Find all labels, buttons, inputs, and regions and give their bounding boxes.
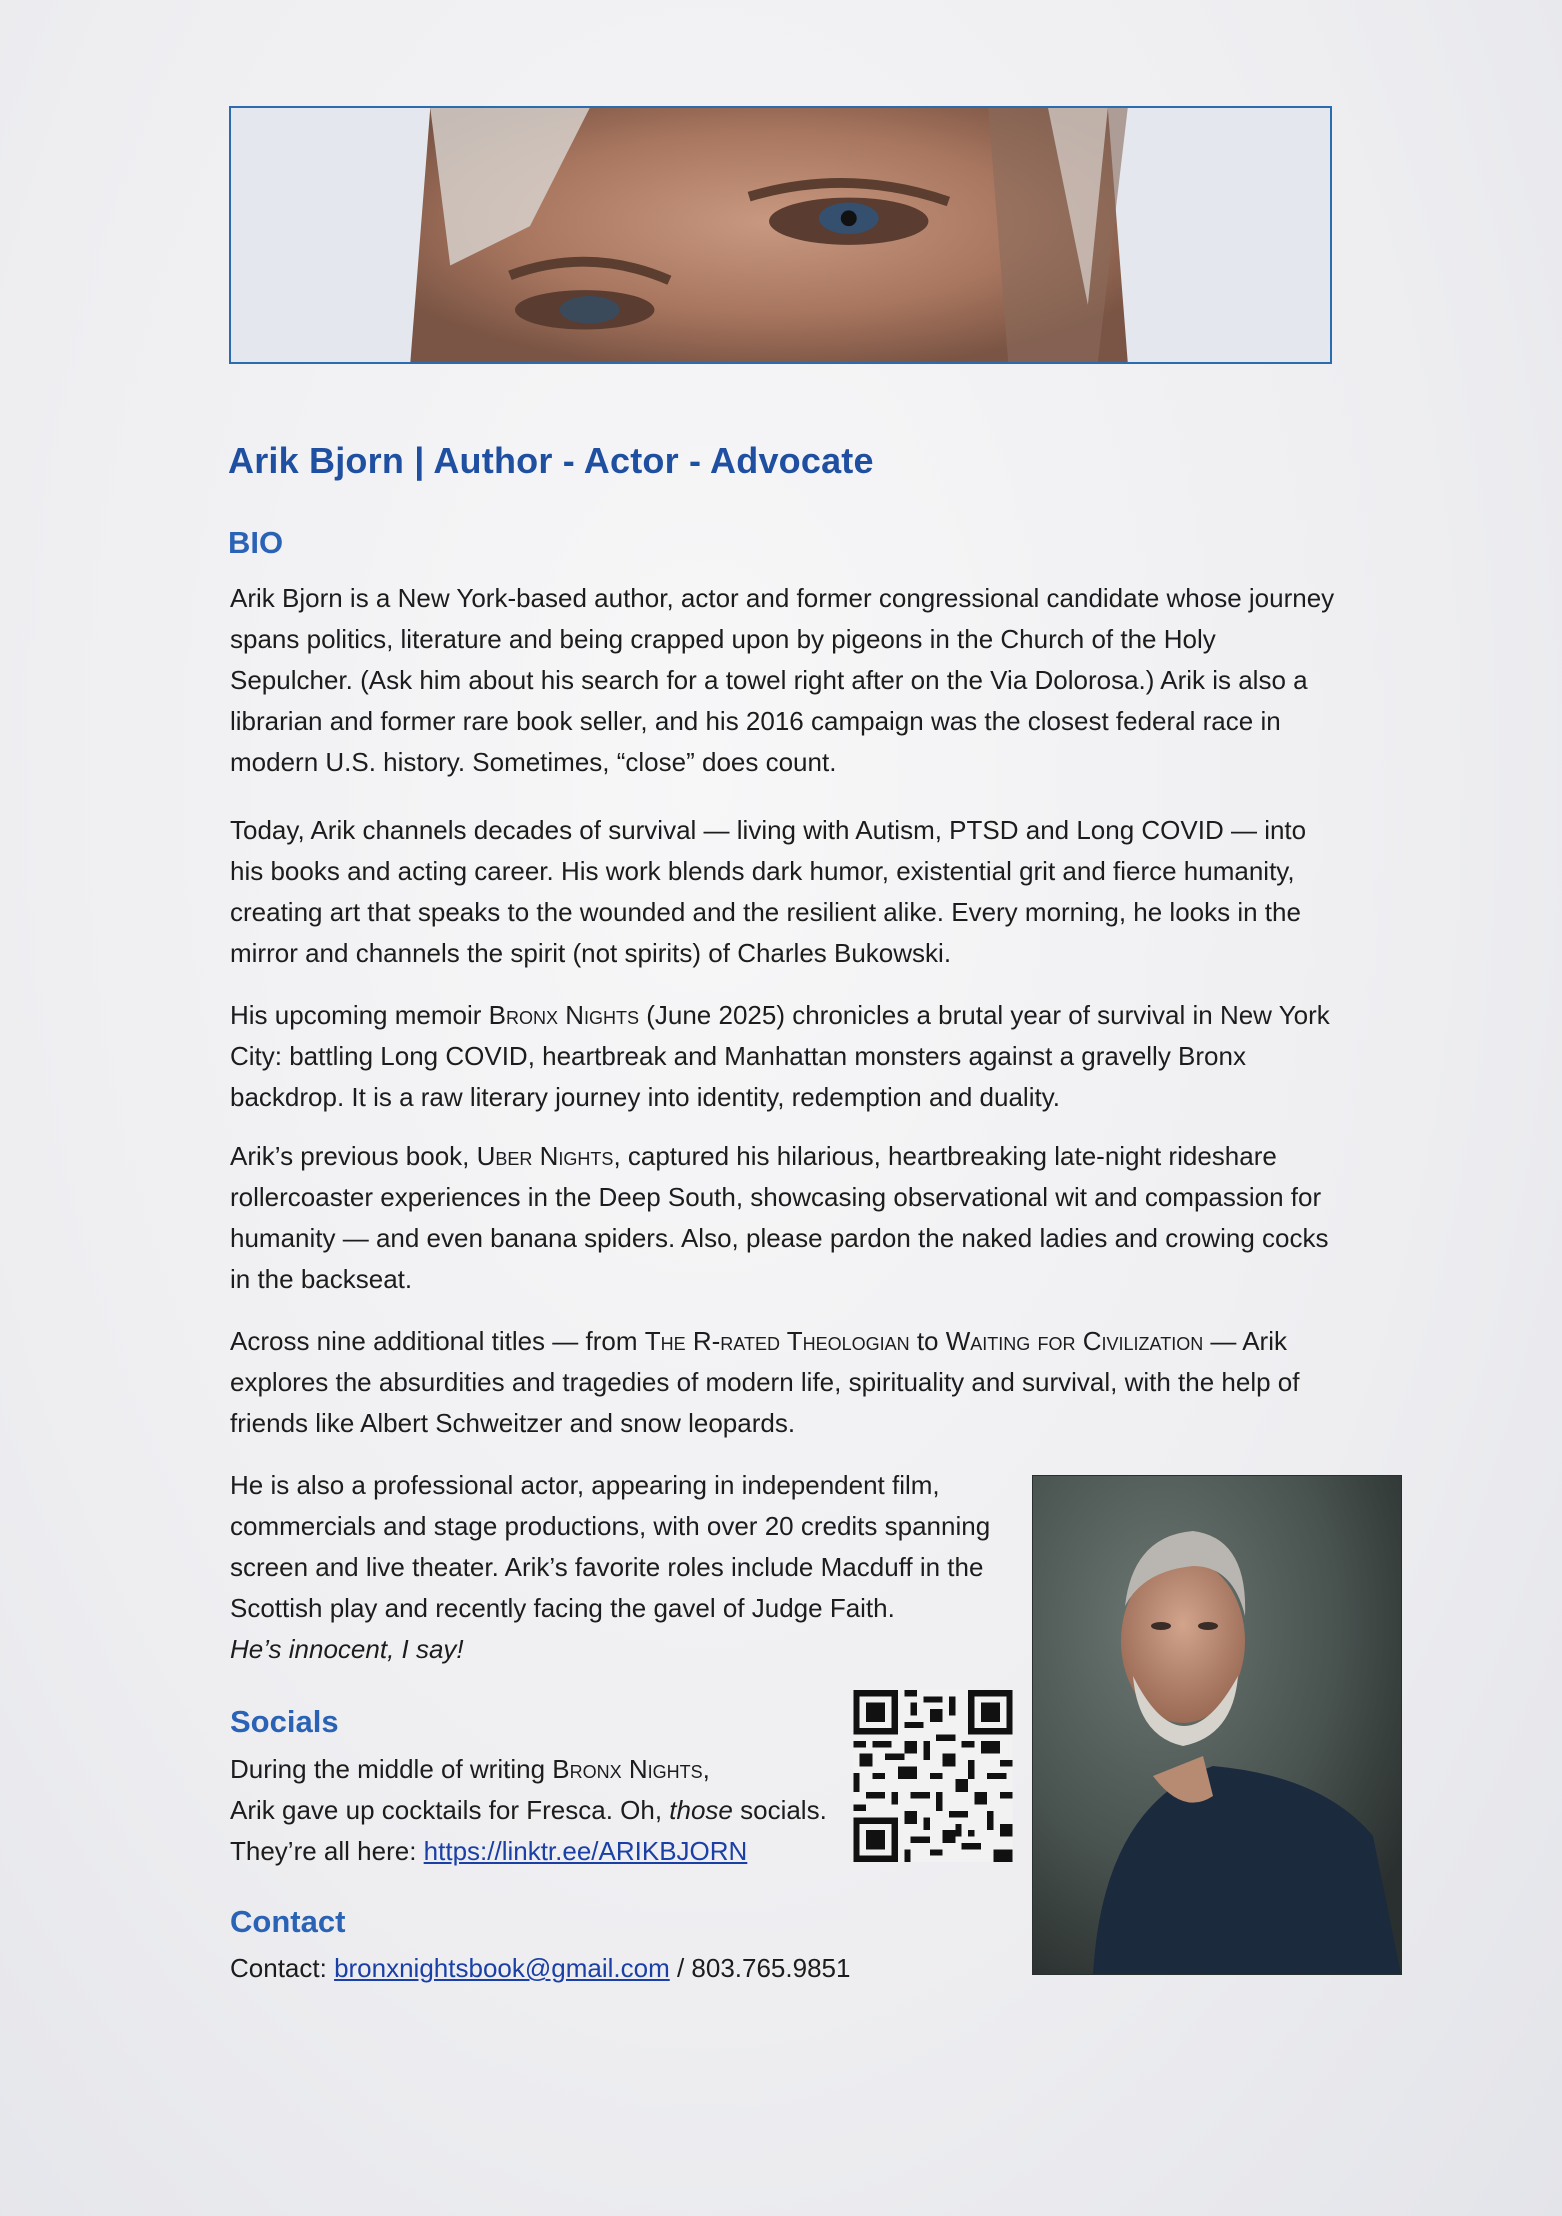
book-title-theologian: The R-rated Theologian	[644, 1326, 910, 1356]
qr-code-icon	[853, 1690, 1013, 1862]
book-title-bronx-nights: Bronx Nights	[552, 1754, 703, 1784]
page-title: Arik Bjorn | Author - Actor - Advocate	[228, 440, 874, 481]
text-span: Arik’s previous book,	[230, 1141, 477, 1171]
linktree-link[interactable]: https://linktr.ee/ARIKBJORN	[423, 1836, 748, 1866]
email-link[interactable]: bronxnightsbook@gmail.com	[334, 1953, 670, 1983]
bio-paragraph-1: Arik Bjorn is a New York-based author, actor and former congressional candidate whose journey spans politics, literature and being crapped upon by pigeons in the Church of the Holy Sepulcher. (Ask him about his search for a towel right after on the Via Dolorosa.) Arik is also a librarian and former rare book seller, and his 2016 campaign was the closest federal race in modern U.S. history. Sometimes, “close” does count.	[230, 583, 1335, 777]
italic-word: those	[669, 1795, 733, 1825]
bio-paragraph-2: Today, Arik channels decades of survival — living with Autism, PTSD and Long COVID — into his books and acting career. His work blends dark humor, existential grit and fierce humanity, creating art that speaks to the wounded and the resilient alike. Every morning, he looks in the mirror and channels the spirit (not spirits) of Charles Bukowski.	[230, 815, 1307, 968]
bio-paragraph-4	[230, 1136, 1335, 1300]
author-headshot	[1033, 1476, 1401, 1974]
book-title-uber-nights: Uber Nights	[476, 1141, 614, 1171]
text-span: , captured his hilarious, heartbreaking late-night rideshare rollercoaster experiences in the Deep South, showcasing observational wit and compassion for humanity — and even banana spiders. Also, please pardon the naked ladies and crowing cocks in the backseat.	[230, 1141, 1329, 1294]
book-title-waiting: Waiting for Civilization	[945, 1326, 1204, 1356]
text-span: During the middle of writing	[230, 1754, 553, 1784]
banner-photo	[229, 106, 1332, 364]
text-span: Arik gave up cocktails for Fresca. Oh,	[230, 1795, 670, 1825]
contact-heading: Contact	[230, 1904, 346, 1939]
socials-heading: Socials	[230, 1704, 339, 1739]
text-span: to	[909, 1326, 946, 1356]
italic-quote: He’s innocent, I say!	[230, 1634, 464, 1664]
text-span: (June 2025) chronicles a brutal year of survival in New York City: battling Long COVID, heartbreak and Manhattan monsters against a gravelly Bronx backdrop. It is a raw literary journey into identity, redemption and duality.	[230, 1000, 1330, 1112]
banner-eyes-image	[231, 108, 1330, 362]
text-span: Across nine additional titles — from	[230, 1326, 645, 1356]
contact-label: Contact:	[230, 1953, 335, 1983]
contact-line	[230, 1948, 1030, 1989]
text-span: They’re all here:	[230, 1836, 424, 1866]
text-span: He is also a professional actor, appearing in independent film, commercials and stage productions, with over 20 credits spanning screen and live theater. Arik’s favorite roles include Macduff in the Scottish play and recently facing the gavel of Judge Faith.	[230, 1470, 991, 1623]
text-span: socials.	[732, 1795, 827, 1825]
headshot-image	[1033, 1476, 1401, 1974]
qr-code[interactable]	[853, 1690, 1013, 1862]
bio-heading: BIO	[228, 525, 284, 560]
bio-paragraph-5	[230, 1321, 1335, 1444]
bio-paragraph-3	[230, 995, 1335, 1118]
bio-paragraph-6	[230, 1465, 1030, 1670]
text-span: — Arik explores the absurdities and tragedies of modern life, spirituality and survival, with the help of friends like Albert Schweitzer and snow leopards.	[230, 1326, 1300, 1438]
text-span: His upcoming memoir	[230, 1000, 489, 1030]
text-span: ,	[702, 1754, 710, 1784]
book-title-bronx-nights: Bronx Nights	[488, 1000, 639, 1030]
phone-number: / 803.765.9851	[669, 1953, 851, 1983]
socials-text	[230, 1749, 870, 1872]
